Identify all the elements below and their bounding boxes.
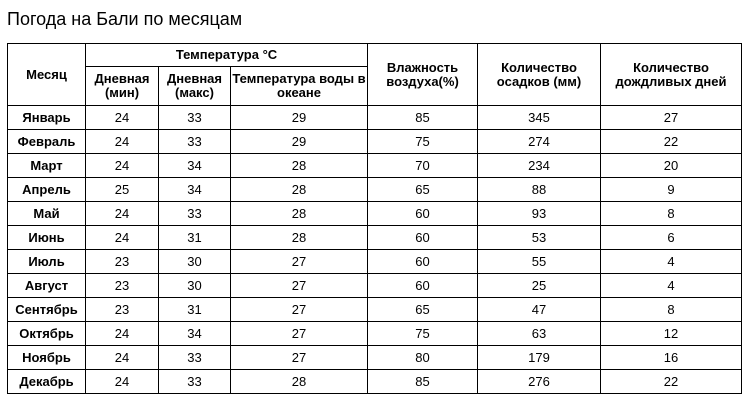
header-water-temp: Температура воды в океане — [231, 67, 368, 106]
table-row — [8, 106, 742, 130]
cell-precipitation: 25 — [478, 274, 601, 298]
header-rainy-days: Количество дождливых дней — [601, 44, 742, 106]
cell-humidity: 60 — [368, 226, 478, 250]
header-day-max: Дневная (макс) — [159, 67, 231, 106]
table-body — [8, 106, 742, 394]
table-row — [8, 178, 742, 202]
cell-rainy-days: 12 — [601, 322, 742, 346]
cell-day-min: 24 — [86, 346, 159, 370]
cell-humidity: 85 — [368, 106, 478, 130]
cell-humidity: 75 — [368, 322, 478, 346]
table-row — [8, 346, 742, 370]
cell-rainy-days: 8 — [601, 202, 742, 226]
cell-humidity: 80 — [368, 346, 478, 370]
cell-month: Апрель — [8, 178, 86, 202]
cell-rainy-days: 20 — [601, 154, 742, 178]
table-row — [8, 226, 742, 250]
cell-water: 28 — [231, 370, 368, 394]
cell-day-min: 23 — [86, 298, 159, 322]
table-row — [8, 130, 742, 154]
cell-humidity: 65 — [368, 298, 478, 322]
cell-water: 29 — [231, 130, 368, 154]
cell-rainy-days: 27 — [601, 106, 742, 130]
table-row — [8, 322, 742, 346]
table-row — [8, 154, 742, 178]
cell-day-max: 33 — [159, 202, 231, 226]
cell-rainy-days: 16 — [601, 346, 742, 370]
header-row-1 — [8, 44, 742, 67]
cell-precipitation: 63 — [478, 322, 601, 346]
cell-precipitation: 55 — [478, 250, 601, 274]
cell-humidity: 70 — [368, 154, 478, 178]
cell-month: Май — [8, 202, 86, 226]
cell-rainy-days: 22 — [601, 130, 742, 154]
cell-day-min: 24 — [86, 370, 159, 394]
cell-day-min: 24 — [86, 130, 159, 154]
cell-water: 28 — [231, 226, 368, 250]
cell-month: Ноябрь — [8, 346, 86, 370]
header-temperature: Температура °C — [86, 44, 368, 67]
header-precipitation: Количество осадков (мм) — [478, 44, 601, 106]
cell-day-max: 31 — [159, 298, 231, 322]
cell-rainy-days: 6 — [601, 226, 742, 250]
cell-month: Октябрь — [8, 322, 86, 346]
cell-humidity: 60 — [368, 274, 478, 298]
cell-month: Июнь — [8, 226, 86, 250]
cell-month: Август — [8, 274, 86, 298]
cell-month: Сентябрь — [8, 298, 86, 322]
cell-day-max: 33 — [159, 130, 231, 154]
cell-rainy-days: 4 — [601, 274, 742, 298]
cell-water: 29 — [231, 106, 368, 130]
cell-humidity: 85 — [368, 370, 478, 394]
cell-month: Июль — [8, 250, 86, 274]
cell-water: 27 — [231, 322, 368, 346]
cell-day-min: 23 — [86, 274, 159, 298]
cell-day-min: 24 — [86, 106, 159, 130]
table-row — [8, 370, 742, 394]
cell-day-max: 34 — [159, 154, 231, 178]
cell-rainy-days: 4 — [601, 250, 742, 274]
cell-precipitation: 234 — [478, 154, 601, 178]
cell-water: 27 — [231, 346, 368, 370]
cell-precipitation: 88 — [478, 178, 601, 202]
cell-precipitation: 276 — [478, 370, 601, 394]
cell-day-max: 34 — [159, 178, 231, 202]
cell-month: Декабрь — [8, 370, 86, 394]
table-row — [8, 202, 742, 226]
table-row — [8, 298, 742, 322]
page-title: Погода на Бали по месяцам — [7, 9, 243, 29]
cell-humidity: 75 — [368, 130, 478, 154]
cell-month: Январь — [8, 106, 86, 130]
cell-humidity: 60 — [368, 250, 478, 274]
cell-precipitation: 53 — [478, 226, 601, 250]
cell-day-min: 24 — [86, 226, 159, 250]
cell-water: 27 — [231, 274, 368, 298]
cell-day-min: 25 — [86, 178, 159, 202]
weather-table — [7, 43, 742, 394]
cell-water: 28 — [231, 154, 368, 178]
cell-day-min: 24 — [86, 322, 159, 346]
cell-day-max: 33 — [159, 346, 231, 370]
cell-humidity: 65 — [368, 178, 478, 202]
cell-rainy-days: 8 — [601, 298, 742, 322]
cell-water: 27 — [231, 298, 368, 322]
table-row — [8, 274, 742, 298]
cell-rainy-days: 9 — [601, 178, 742, 202]
cell-water: 27 — [231, 250, 368, 274]
cell-precipitation: 47 — [478, 298, 601, 322]
cell-precipitation: 345 — [478, 106, 601, 130]
cell-day-max: 31 — [159, 226, 231, 250]
cell-month: Февраль — [8, 130, 86, 154]
cell-month: Март — [8, 154, 86, 178]
cell-day-max: 33 — [159, 370, 231, 394]
header-month: Месяц — [8, 44, 86, 106]
cell-day-min: 24 — [86, 202, 159, 226]
header-humidity: Влажность воздуха(%) — [368, 44, 478, 106]
cell-humidity: 60 — [368, 202, 478, 226]
cell-day-max: 30 — [159, 250, 231, 274]
cell-water: 28 — [231, 178, 368, 202]
cell-day-max: 30 — [159, 274, 231, 298]
cell-precipitation: 274 — [478, 130, 601, 154]
cell-day-max: 33 — [159, 106, 231, 130]
cell-rainy-days: 22 — [601, 370, 742, 394]
table-row — [8, 250, 742, 274]
cell-day-min: 24 — [86, 154, 159, 178]
header-day-min: Дневная (мин) — [86, 67, 159, 106]
cell-day-max: 34 — [159, 322, 231, 346]
cell-precipitation: 93 — [478, 202, 601, 226]
cell-water: 28 — [231, 202, 368, 226]
cell-precipitation: 179 — [478, 346, 601, 370]
cell-day-min: 23 — [86, 250, 159, 274]
